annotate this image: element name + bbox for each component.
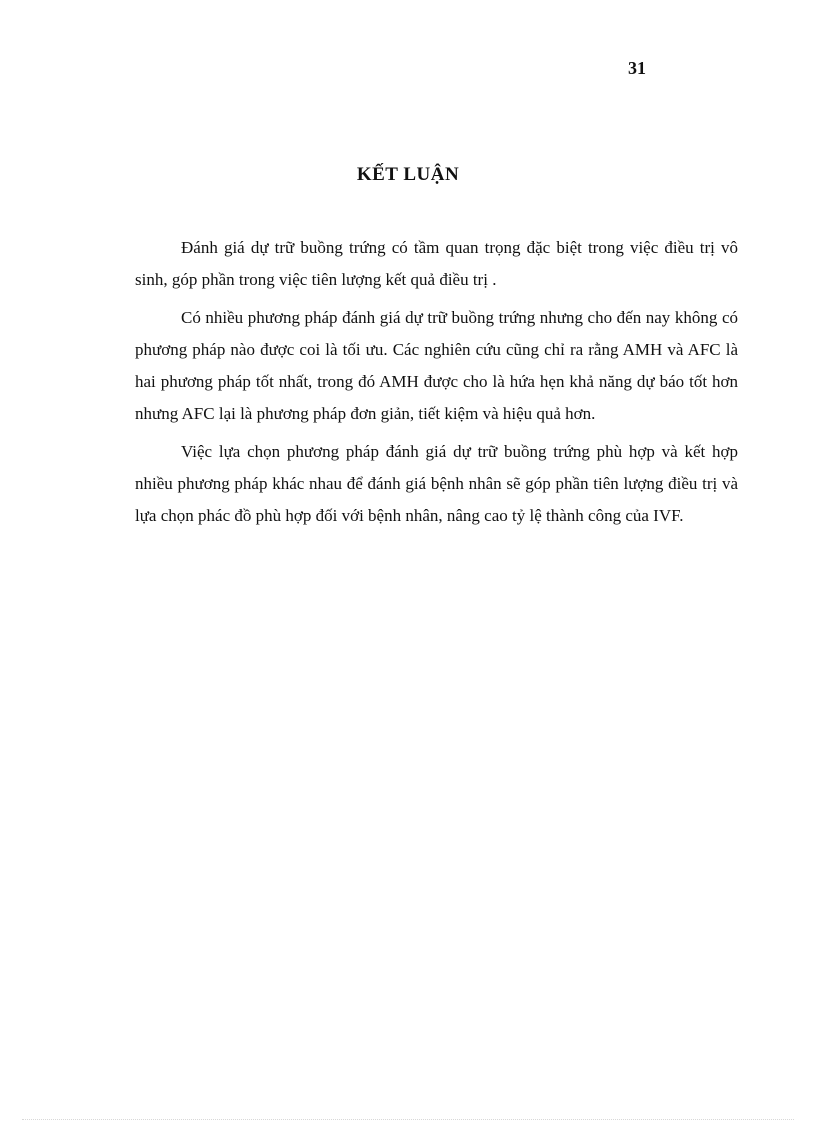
page-footer-divider [22, 1119, 794, 1120]
page-title: KẾT LUẬN [356, 164, 460, 185]
paragraph-1: Đánh giá dự trữ buồng trứng có tầm quan trọng đặc biệt trong việc điều trị vô sinh, góp phần trong việc tiên lượng kết quả điều trị . [135, 238, 738, 289]
paragraph-2: Có nhiều phương pháp đánh giá dự trữ buồng trứng nhưng cho đến nay không có phương pháp nào được coi là tối ưu. Các nghiên cứu cũng chỉ ra rằng AMH và AFC là hai phương pháp tốt nhất, trong đó AMH được cho là hứa hẹn khả năng dự báo tốt hơn nhưng AFC lại là phương pháp đơn giản, tiết kiệm và hiệu quả hơn. [135, 308, 738, 423]
paragraph-3: Việc lựa chọn phương pháp đánh giá dự trữ buồng trứng phù hợp và kết hợp nhiều phương pháp khác nhau để đánh giá bệnh nhân sẽ góp phần tiên lượng điều trị và lựa chọn phác đồ phù hợp đối với bệnh nhân, nâng cao tỷ lệ thành công của IVF. [135, 442, 738, 525]
conclusion-body [135, 232, 738, 538]
page-number: 31 [628, 58, 646, 78]
